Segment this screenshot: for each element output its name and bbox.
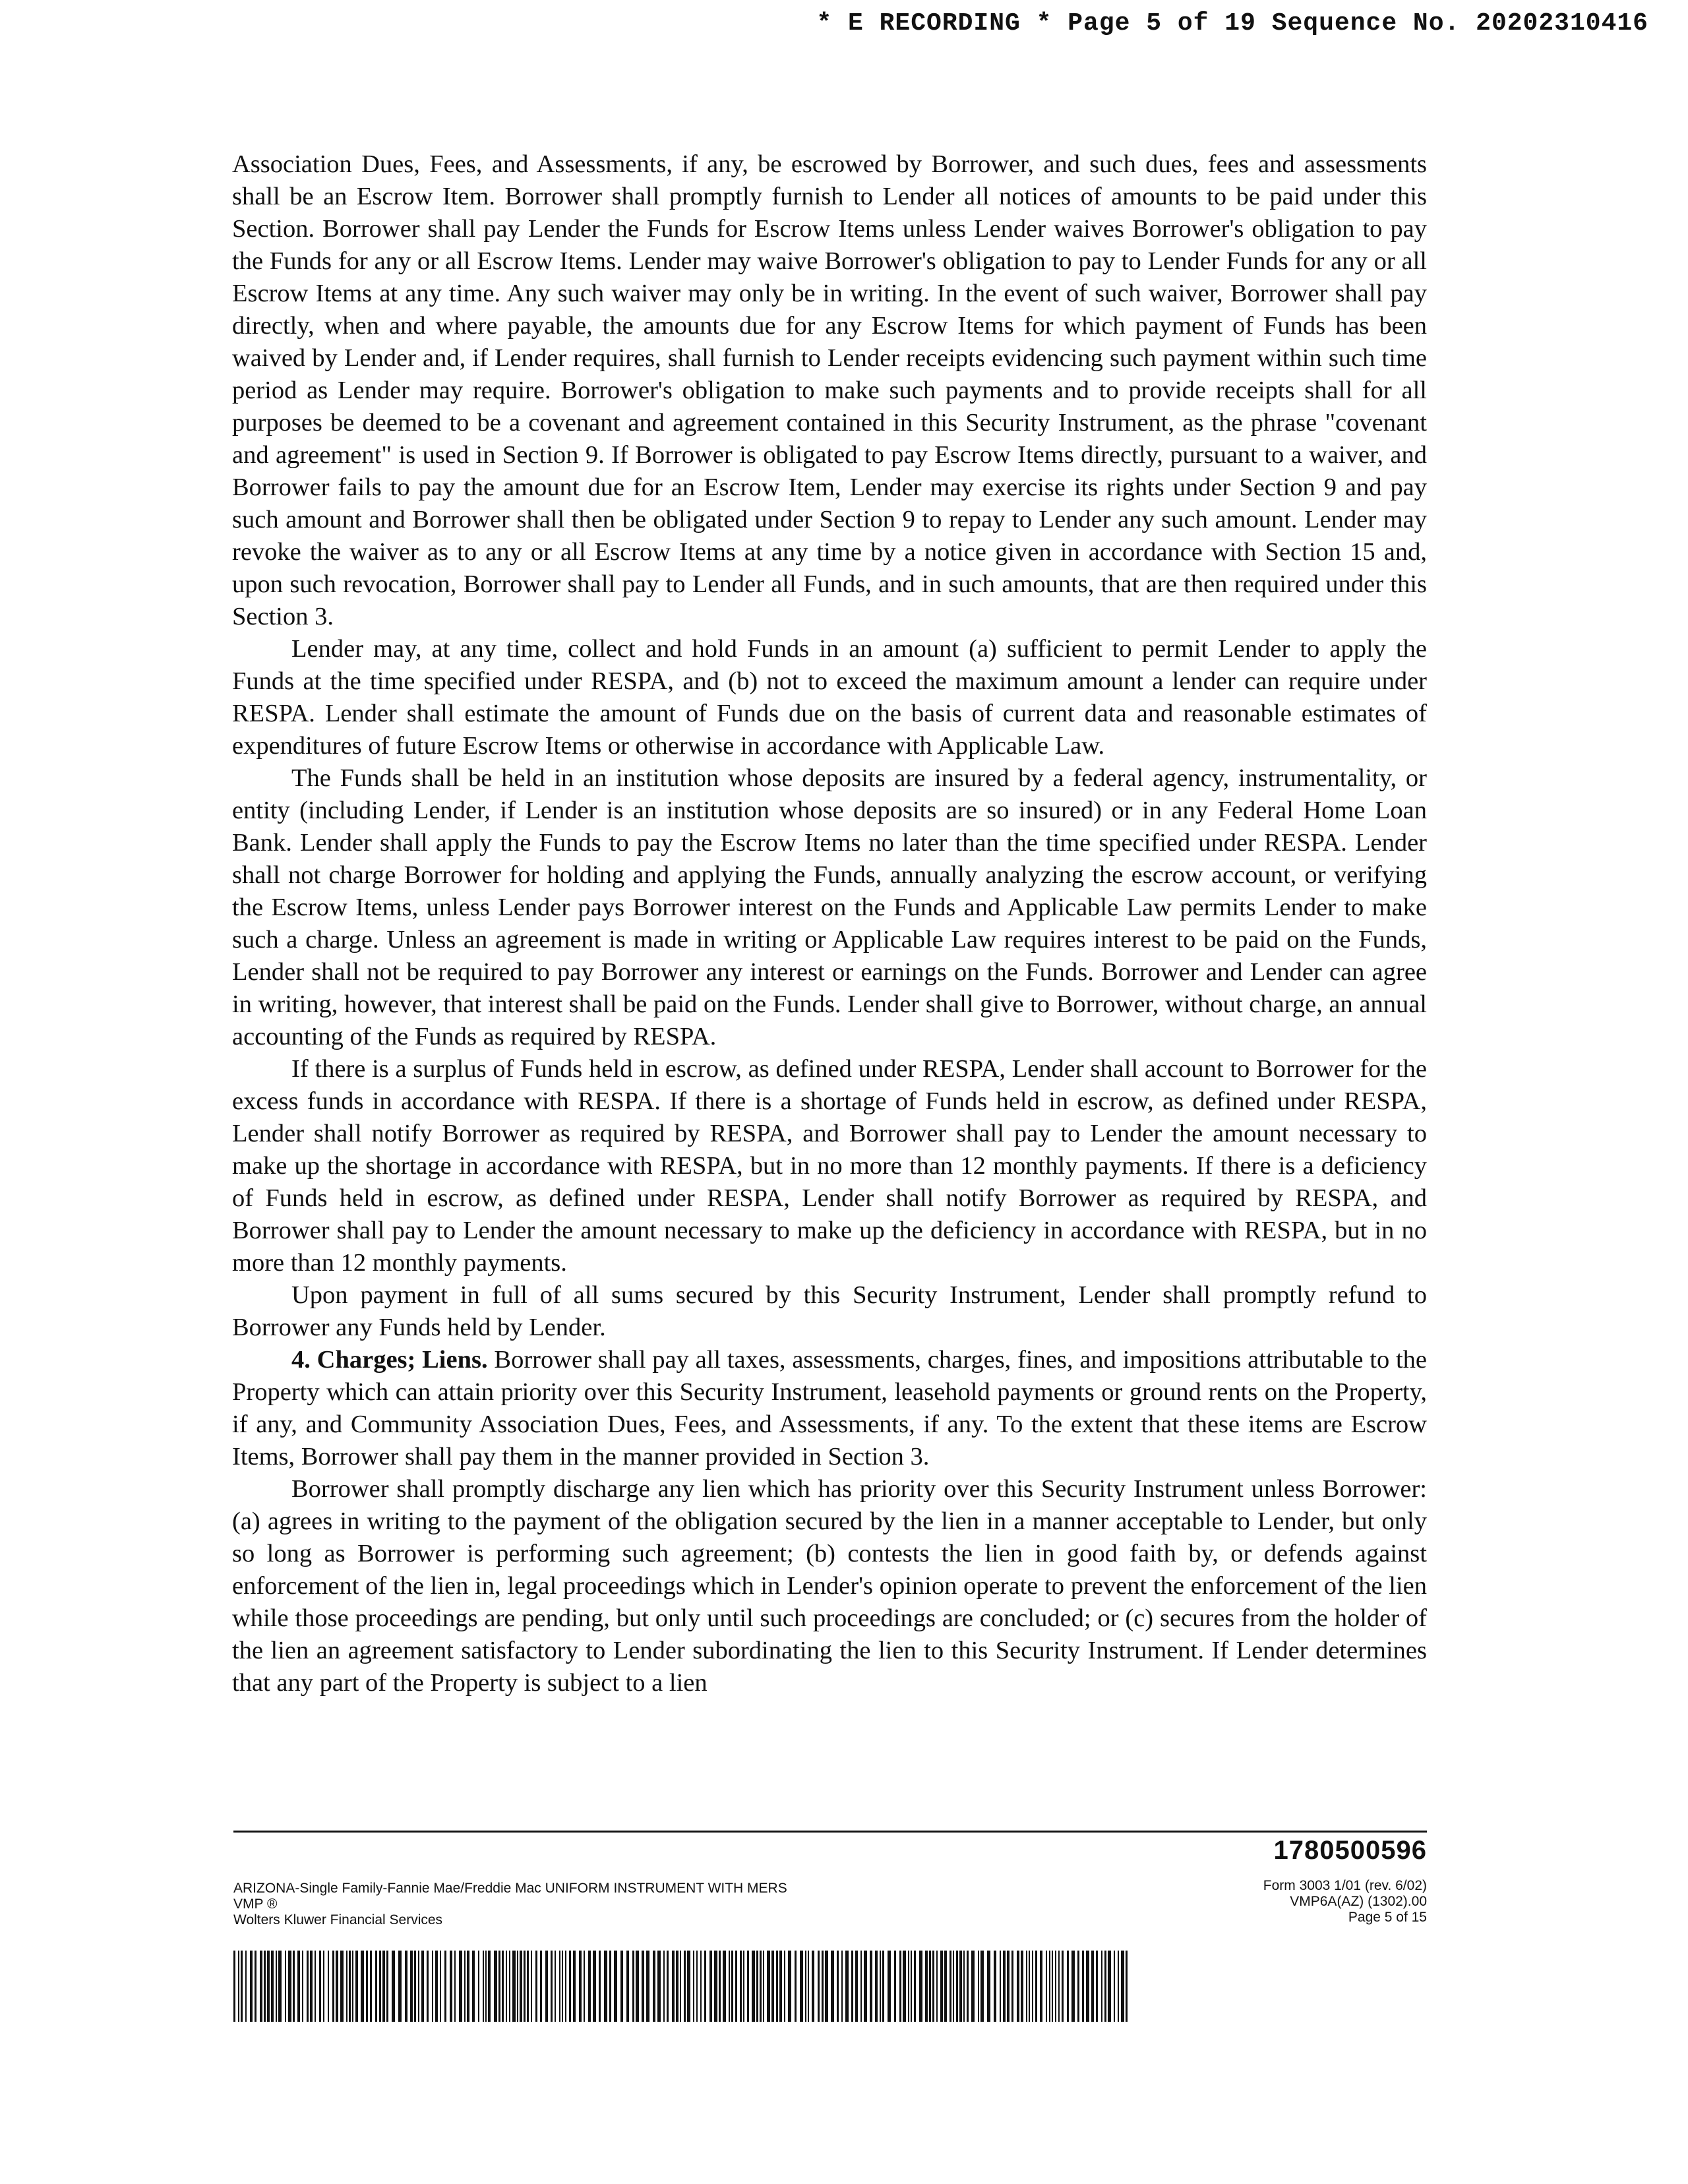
barcode-bar [386,1951,388,2022]
barcode-bar [398,1951,402,2022]
barcode-bar [771,1951,774,2022]
barcode-bar [540,1951,542,2022]
barcode-bar [302,1951,303,2022]
barcode-bar [319,1951,321,2022]
barcode-bar [233,1951,235,2022]
barcode-bar [763,1951,764,2022]
barcode-bar [310,1951,313,2022]
barcode-bar [245,1951,247,2022]
barcode-bar [432,1951,433,2022]
barcode-bar [435,1951,438,2022]
paragraph-funds-held: The Funds shall be held in an institution whose deposits are insured by a federal agency, instrumentality, or entity (including Lender, if Lender is an institution whose deposits are so insured) or in any Federal Home Loan Bank. Lender shall apply the Funds to pay the Escrow Items no later than the time specified under RESPA. Lender shall not charge Borrower for holding and applying the Funds, annually analyzing the escrow account, or verifying the Escrow Items, unless Lender pays Borrower interest on the Funds and Applicable Law permits Lender to make such a charge. Unless an agreement is made in writing or Applicable Law requires interest to be paid on the Funds, Lender shall not be required to pay Borrower any interest or earnings on the Funds. Borrower and Lender can agree in writing, however, that interest shall be paid on the Funds. Lender shall give to Borrower, without charge, an annual accounting of the Funds as required by RESPA. [232,764,1427,1050]
barcode-bar [498,1951,500,2022]
barcode-bar [524,1951,526,2022]
barcode-bar [653,1951,655,2022]
footer-form-code: VMP6A(AZ) (1302).00 [1290,1894,1427,1909]
barcode-bar [731,1951,733,2022]
barcode-bar [520,1951,522,2022]
barcode-bar [837,1951,839,2022]
barcode-bar [349,1951,351,2022]
barcode-bar [1021,1951,1023,2022]
barcode-bar [565,1951,566,2022]
paragraph-surplus: If there is a surplus of Funds held in escrow, as defined under RESPA, Lender shall account to Borrower for the excess funds in accordance with RESPA. If there is a shortage of Funds held in escrow, as defined under RESPA, Lender shall notify Borrower as required by RESPA, and Borrower shall pay to Lender the amount necessary to make up the shortage in accordance with RESPA, but in no more than 12 monthly payments. If there is a deficiency of Funds held in escrow, as defined under RESPA, Lender shall notify Borrower as required by RESPA, and Borrower shall pay to Lender the amount necessary to make up the deficiency in accordance with RESPA, but in no more than 12 monthly payments. [232,1055,1427,1277]
barcode-bar [825,1951,828,2022]
barcode-bar [1118,1951,1119,2022]
barcode-bar [260,1951,262,2022]
barcode-bar [410,1951,413,2022]
barcode-bar [903,1951,906,2022]
barcode-bar [959,1951,962,2022]
barcode-bar [1011,1951,1013,2022]
barcode-bar [459,1951,462,2022]
barcode-bar [940,1951,943,2022]
barcode-bar [676,1951,678,2022]
barcode-bar [573,1951,576,2022]
barcode-bar [1017,1951,1019,2022]
barcode-bar [760,1951,762,2022]
barcode-bar [735,1951,737,2022]
barcode-bar [831,1951,834,2022]
barcode-bar [899,1951,901,2022]
barcode-bar [767,1951,770,2022]
paragraph-collect-funds: Lender may, at any time, collect and hold Funds in an amount (a) sufficient to permit Lender to apply the Funds at the time specified under RESPA, and (b) not to exceed the maximum amount a lender can require under RESPA. Lender shall estimate the amount of Funds due on the basis of current data and reasonable estimates of expenditures of future Escrow Items or otherwise in accordance with Applicable Law. [232,635,1427,760]
barcode-bar [604,1951,607,2022]
barcode-bar [379,1951,381,2022]
barcode-bar [936,1951,938,2022]
barcode-bar [870,1951,872,2022]
barcode-bar [328,1951,329,2022]
barcode-bar [663,1951,665,2022]
barcode-bar [323,1951,324,2022]
section-4-heading [291,1346,488,1374]
barcode-bar [609,1951,611,2022]
barcode-bar [506,1951,507,2022]
barcode-bar [599,1951,601,2022]
barcode-bar [632,1951,634,2022]
barcode-bar [719,1951,721,2022]
barcode-bar [1032,1951,1033,2022]
barcode-bar [723,1951,726,2022]
barcode-bar [1096,1951,1098,2022]
barcode-bar [271,1951,274,2022]
barcode-bar [704,1951,706,2022]
barcode-bar [626,1951,629,2022]
document-body [232,148,1427,1699]
barcode-bar [405,1951,407,2022]
barcode-bar [1067,1951,1069,2022]
barcode-bar [340,1951,344,2022]
barcode-bar [1086,1951,1089,2022]
barcode-bar [1046,1951,1047,2022]
barcode-bar [1058,1951,1060,2022]
barcode-bar [795,1951,797,2022]
barcode-bar [293,1951,295,2022]
barcode-bar [250,1951,253,2022]
barcode-bar [971,1951,975,2022]
barcode-bar [241,1951,243,2022]
barcode-bar [929,1951,931,2022]
barcode-bar [238,1951,239,2022]
barcode-bar [382,1951,385,2022]
barcode-bar [756,1951,758,2022]
section-4-text: Borrower shall pay all taxes, assessments, charges, fines, and impositions attributable to the Property which can attain priority over this Security Instrument, leasehold payments or ground rents on the Property, if any, and Community Association Dues, Fees, and Assessments, if any. To the extent that these items are Escrow Items, Borrower shall pay them in the manner provided in Section 3. [232,1346,1428,1471]
footer-divider [233,1831,1427,1833]
barcode [233,1951,1130,2022]
barcode-bar [808,1951,809,2022]
footer-form-info [1263,1878,1427,1926]
barcode-bar [752,1951,755,2022]
footer-publisher: Wolters Kluwer Financial Services [233,1912,443,1927]
barcode-bar [987,1951,990,2022]
barcode-bar [684,1951,686,2022]
barcode-bar [276,1951,277,2022]
barcode-bar [875,1951,878,2022]
barcode-bar [919,1951,922,2022]
barcode-bar [672,1951,675,2022]
barcode-bar [512,1951,516,2022]
barcode-bar [1101,1951,1102,2022]
barcode-bar [531,1951,532,2022]
barcode-bar [545,1951,548,2022]
barcode-bar [1077,1951,1079,2022]
barcode-bar [502,1951,504,2022]
barcode-bar [1026,1951,1027,2022]
barcode-bar [464,1951,466,2022]
barcode-bar [714,1951,717,2022]
barcode-bar [588,1951,591,2022]
barcode-bar [680,1951,681,2022]
barcode-bar [527,1951,529,2022]
barcode-bar [346,1951,347,2022]
barcode-bar [472,1951,475,2022]
barcode-bar [740,1951,742,2022]
barcode-bar [297,1951,300,2022]
barcode-bar [355,1951,358,2022]
barcode-bar [444,1951,446,2022]
barcode-bar [1007,1951,1010,2022]
barcode-bar [1040,1951,1042,2022]
barcode-bar [562,1951,563,2022]
barcode-bar [747,1951,749,2022]
barcode-bar [336,1951,338,2022]
barcode-bar [485,1951,487,2022]
barcode-bar [366,1951,368,2022]
barcode-bar [255,1951,256,2022]
barcode-bar [1035,1951,1037,2022]
barcode-bar [559,1951,560,2022]
barcode-bar [535,1951,537,2022]
barcode-bar [288,1951,291,2022]
barcode-bar [551,1951,553,2022]
barcode-bar [267,1951,270,2022]
barcode-bar [315,1951,316,2022]
barcode-bar [427,1951,429,2022]
barcode-bar [636,1951,639,2022]
barcode-bar [414,1951,416,2022]
barcode-bar [352,1951,353,2022]
barcode-bar [818,1951,820,2022]
barcode-bar [1126,1951,1128,2022]
barcode-bar [914,1951,916,2022]
barcode-bar [932,1951,934,2022]
barcode-bar [953,1951,954,2022]
barcode-bar [950,1951,951,2022]
barcode-bar [646,1951,649,2022]
barcode-bar [579,1951,582,2022]
barcode-bar [370,1951,372,2022]
recording-header: * E RECORDING * Page 5 of 19 Sequence No. 20202310416 [816,9,1648,38]
barcode-bar [880,1951,881,2022]
barcode-bar [1052,1951,1053,2022]
barcode-bar [285,1951,286,2022]
barcode-bar [994,1951,996,2022]
barcode-bar [1121,1951,1124,2022]
barcode-bar [779,1951,782,2022]
barcode-bar [911,1951,912,2022]
barcode-bar [1104,1951,1106,2022]
barcode-bar [1082,1951,1084,2022]
barcode-bar [555,1951,556,2022]
barcode-bar [776,1951,778,2022]
barcode-bar [687,1951,690,2022]
barcode-bar [450,1951,452,2022]
barcode-bar [517,1951,518,2022]
barcode-bar [1108,1951,1111,2022]
footer-vmp-mark: VMP ® [233,1896,278,1912]
barcode-bar [361,1951,364,2022]
barcode-bar [864,1951,867,2022]
barcode-bar [1062,1951,1064,2022]
barcode-bar [696,1951,698,2022]
barcode-bar [483,1951,484,2022]
barcode-bar [978,1951,979,2022]
barcode-bar [1114,1951,1115,2022]
section-4-number: 4. [291,1346,311,1374]
barcode-bar [693,1951,694,2022]
barcode-bar [700,1951,702,2022]
barcode-bar [488,1951,491,2022]
barcode-bar [392,1951,395,2022]
barcode-bar [894,1951,896,2022]
barcode-bar [569,1951,571,2022]
barcode-bar [667,1951,669,2022]
barcode-bar [855,1951,858,2022]
barcode-bar [784,1951,785,2022]
barcode-bar [264,1951,266,2022]
barcode-bar [620,1951,623,2022]
barcode-bar [888,1951,891,2022]
barcode-bar [454,1951,456,2022]
barcode-bar [494,1951,497,2022]
barcode-bar [584,1951,585,2022]
barcode-bar [882,1951,884,2022]
barcode-bar [307,1951,309,2022]
footer-form-description [233,1881,787,1928]
barcode-bar [709,1951,712,2022]
barcode-bar [805,1951,806,2022]
barcode-bar [980,1951,984,2022]
paragraph-discharge-lien: Borrower shall promptly discharge any lien which has priority over this Security Instrument unless Borrower: (a) agrees in writing to the payment of the obligation secured by the lien in a manner acceptable to Lender, but only so long as Borrower is performing such agreement; (b) contests the lien in good faith by, or defends against enforcement of the lien in, legal proceedings which in Lender's opinion operate to prevent the enforcement of the lien while those proceedings are pending, but only until such proceedings are concluded; or (c) secures from the holder of the lien an agreement satisfactory to Lender subordinating the lien to this Security Instrument. If Lender determines that any part of the Property is subject to a lien [232,1475,1427,1697]
paragraph-refund: Upon payment in full of all sums secured by this Security Instrument, Lender shall promptly refund to Borrower any Funds held by Lender. [232,1281,1427,1341]
barcode-bar [967,1951,969,2022]
barcode-bar [729,1951,730,2022]
barcode-bar [788,1951,791,2022]
footer-form-number: Form 3003 1/01 (rev. 6/02) [1263,1878,1427,1893]
barcode-bar [908,1951,909,2022]
barcode-bar [614,1951,617,2022]
barcode-bar [963,1951,965,2022]
barcode-bar [278,1951,282,2022]
barcode-bar [440,1951,441,2022]
footer-page-number: Page 5 of 15 [1348,1910,1427,1925]
barcode-bar [944,1951,947,2022]
barcode-bar [467,1951,469,2022]
section-4-title: Charges; Liens. [316,1346,488,1374]
barcode-bar [421,1951,424,2022]
loan-number: 1780500596 [1273,1836,1427,1865]
barcode-bar [1071,1951,1075,2022]
barcode-bar [375,1951,377,2022]
barcode-bar [478,1951,479,2022]
barcode-bar [956,1951,958,2022]
barcode-bar [925,1951,928,2022]
barcode-bar [851,1951,853,2022]
barcode-bar [860,1951,862,2022]
barcode-bar [841,1951,843,2022]
barcode-bar [657,1951,661,2022]
barcode-bar [418,1951,419,2022]
barcode-bar [1055,1951,1056,2022]
barcode-bar [642,1951,644,2022]
barcode-bar [593,1951,596,2022]
barcode-bar [1091,1951,1094,2022]
barcode-bar [845,1951,849,2022]
section-4-charges-liens [232,1344,1427,1473]
barcode-bar [812,1951,814,2022]
barcode-bar [332,1951,334,2022]
barcode-bar [1003,1951,1006,2022]
barcode-bar [1029,1951,1030,2022]
paragraph-escrow-items: Association Dues, Fees, and Assessments, if any, be escrowed by Borrower, and such dues, fees and assessments shall be an Escrow Item. Borrower shall promptly furnish to Lender all notices of amounts to be paid under this Section. Borrower shall pay Lender the Funds for Escrow Items unless Lender waives Borrower's obligation to pay the Funds for any or all Escrow Items. Lender may waive Borrower's obligation to pay to Lender Funds for any or all Escrow Items at any time. Any such waiver may only be in writing. In the event of such waiver, Borrower shall pay directly, when and where payable, the amounts due for any Escrow Items for which payment of Funds has been waived by Lender and, if Lender requires, shall furnish to Lender receipts evidencing such payment within such time period as Lender may require. Borrower's obligation to make such payments and to provide receipts shall for all purposes be deemed to be a covenant and agreement contained in this Security Instrument, as the phrase "covenant and agreement" is used in Section 9. If Borrower is obligated to pay Escrow Items directly, pursuant to a waiver, and Borrower fails to pay the amount due for an Escrow Item, Lender may exercise its rights under Section 9 and pay such amount and Borrower shall then be obligated under Section 9 to repay to Lender any such amount. Lender may revoke the waiver as to any or all Escrow Items at any time by a notice given in accordance with Section 15 and, upon such revocation, Borrower shall pay to Lender all Funds, and in such amounts, that are then required under this Section 3. [232,150,1427,630]
barcode-bar [822,1951,824,2022]
barcode-bar [743,1951,744,2022]
barcode-bar [509,1951,510,2022]
barcode-bar [1049,1951,1050,2022]
barcode-graphic [233,1951,1130,2022]
barcode-bar [1000,1951,1001,2022]
barcode-bar [800,1951,803,2022]
footer-instrument-title: ARIZONA-Single Family-Fannie Mae/Freddie Mac UNIFORM INSTRUMENT WITH MERS [233,1881,787,1896]
